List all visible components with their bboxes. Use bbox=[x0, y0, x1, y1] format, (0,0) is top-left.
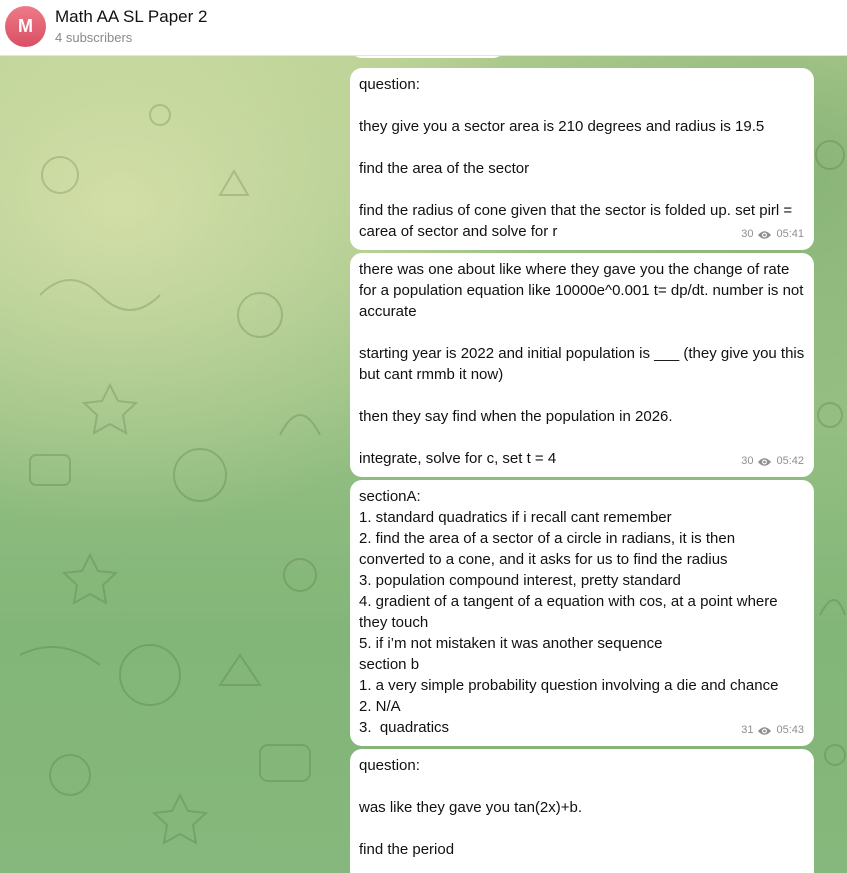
message-line: 3. population compound interest, pretty standard bbox=[359, 572, 681, 589]
view-count: 30 bbox=[741, 455, 754, 467]
message-bubble[interactable] bbox=[350, 749, 814, 873]
message-line: find the period bbox=[359, 841, 455, 858]
message-line: starting year is 2022 and initial population is ___ (they give you this but cant rmmb it now) bbox=[359, 345, 809, 383]
message-line bbox=[359, 818, 805, 839]
message-line: then they say find when the population in 2026. bbox=[359, 408, 673, 425]
message-line: find the radius of cone given that the sector is folded up. set pirl = carea of sector and solve for r bbox=[359, 202, 797, 240]
message-line bbox=[359, 137, 805, 158]
view-count: 31 bbox=[741, 724, 754, 736]
channel-header[interactable] bbox=[0, 0, 847, 56]
channel-title[interactable]: Math AA SL Paper 2 bbox=[55, 7, 208, 26]
message-line: integrate, solve for c, set t = 4 bbox=[359, 450, 557, 467]
channel-avatar[interactable]: M bbox=[5, 6, 46, 47]
message-line: section b bbox=[359, 656, 420, 673]
message-meta bbox=[741, 451, 804, 472]
eye-icon bbox=[757, 230, 772, 240]
message-line: 2. find the area of a sector of a circle in radians, it is then converted to a cone, and it asks for us to find the radius bbox=[359, 530, 740, 568]
message-line: find the area of the sector bbox=[359, 160, 530, 177]
message-line: there was one about like where they gave you the change of rate for a population equation like 10000e^0.001 t= dp/dt. number is not accurate bbox=[359, 261, 808, 320]
message-line: they give you a sector area is 210 degrees and radius is 19.5 bbox=[359, 118, 765, 135]
subscriber-count: 4 subscribers bbox=[55, 30, 133, 45]
message-bubble[interactable] bbox=[350, 253, 814, 477]
message-line: question: bbox=[359, 76, 420, 93]
message-line bbox=[359, 322, 805, 343]
message-line bbox=[359, 427, 805, 448]
message-time: 05:41 bbox=[776, 228, 804, 240]
message-line bbox=[359, 776, 805, 797]
message-time: 05:43 bbox=[776, 724, 804, 736]
message-line: 5. if i’m not mistaken it was another sequence bbox=[359, 635, 663, 652]
message-line bbox=[359, 179, 805, 200]
message-line: 4. gradient of a tangent of a equation with cos, at a point where they touch bbox=[359, 593, 782, 631]
message-line: question: bbox=[359, 757, 420, 774]
message-meta bbox=[741, 720, 804, 741]
message-meta bbox=[741, 224, 804, 245]
message-bubble[interactable] bbox=[350, 68, 814, 250]
eye-icon bbox=[757, 457, 772, 467]
message-line: 1. standard quadratics if i recall cant remember bbox=[359, 509, 672, 526]
eye-icon bbox=[757, 726, 772, 736]
message-bubble[interactable] bbox=[350, 480, 814, 746]
message-line: was like they gave you tan(2x)+b. bbox=[359, 799, 583, 816]
chat-area[interactable] bbox=[0, 55, 847, 873]
view-count: 30 bbox=[741, 228, 754, 240]
message-time: 05:42 bbox=[776, 455, 804, 467]
message-line: 2. N/A bbox=[359, 698, 401, 715]
message-line: 1. a very simple probability question involving a die and chance bbox=[359, 677, 779, 694]
message-line: 3. quadratics bbox=[359, 719, 450, 736]
message-line bbox=[359, 385, 805, 406]
message-line bbox=[359, 95, 805, 116]
message-line: sectionA: bbox=[359, 488, 421, 505]
